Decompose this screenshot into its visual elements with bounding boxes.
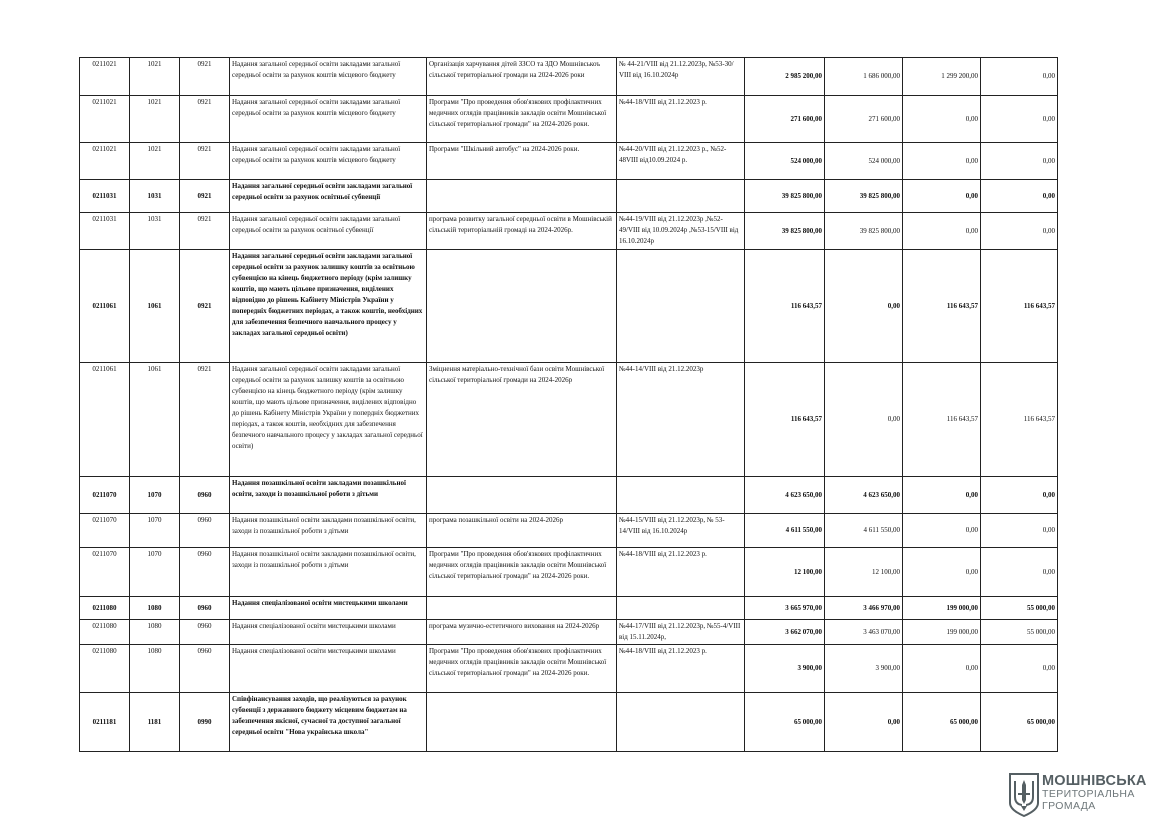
- table-row: [80, 96, 1058, 143]
- kpkvk-code: 0211031: [80, 213, 130, 250]
- special-fund-amount: 116 643,57: [903, 363, 981, 477]
- total-amount: 39 825 800,00: [745, 213, 825, 250]
- development-budget-amount: 0,00: [981, 514, 1058, 548]
- program-name: Надання загальної середньої освіти закладами загальної середньої освіти за рахунок коштів місцевого бюджету: [230, 143, 427, 180]
- table-row: [80, 363, 1058, 477]
- development-budget-amount: 0,00: [981, 96, 1058, 143]
- kpkvk-code: 0211061: [80, 363, 130, 477]
- kpkvk-short-code: 1080: [130, 645, 180, 693]
- kfkvk-code: 0960: [180, 620, 230, 645]
- decision-reference: №44-20/VIII від 21.12.2023 р., №52-48VIII від10.09.2024 р.: [617, 143, 745, 180]
- local-program-name: [427, 477, 617, 514]
- kpkvk-short-code: 1080: [130, 597, 180, 620]
- decision-reference: №44-19/VIII від 21.12.2023р ,№52-49/VIII від 10.09.2024р ,№53-15/VIII від 16.10.2024р: [617, 213, 745, 250]
- total-amount: 116 643,57: [745, 250, 825, 363]
- special-fund-amount: 199 000,00: [903, 597, 981, 620]
- general-fund-amount: 524 000,00: [825, 143, 903, 180]
- local-program-name: Програми "Про проведення обов'язкових профілактичних медичних оглядів працівників закладів освіти Мошнівської сільської територіальної громади" на 2024-2026 роки.: [427, 548, 617, 597]
- special-fund-amount: 199 000,00: [903, 620, 981, 645]
- table-row: [80, 180, 1058, 213]
- total-amount: 2 985 200,00: [745, 58, 825, 96]
- local-program-name: [427, 250, 617, 363]
- development-budget-amount: 55 000,00: [981, 597, 1058, 620]
- development-budget-amount: 116 643,57: [981, 363, 1058, 477]
- logo-text: [1042, 774, 1147, 812]
- program-name: Надання загальної середньої освіти закладами загальної середньої освіти за рахунок коштів місцевого бюджету: [230, 58, 427, 96]
- table-row: [80, 597, 1058, 620]
- kpkvk-short-code: 1061: [130, 363, 180, 477]
- local-program-name: Програми "Шкільний автобус" на 2024-2026 роки.: [427, 143, 617, 180]
- decision-reference: [617, 597, 745, 620]
- decision-reference: [617, 180, 745, 213]
- table-row: [80, 620, 1058, 645]
- kpkvk-short-code: 1061: [130, 250, 180, 363]
- local-program-name: Програми "Про проведення обов'язкових профілактичних медичних оглядів працівників закладів освіти Мошнівської сільської територіальної громади" на 2024-2026 роки.: [427, 645, 617, 693]
- general-fund-amount: 0,00: [825, 693, 903, 752]
- kpkvk-code: 0211031: [80, 180, 130, 213]
- general-fund-amount: 0,00: [825, 250, 903, 363]
- table-row: [80, 250, 1058, 363]
- table-row: [80, 514, 1058, 548]
- decision-reference: [617, 693, 745, 752]
- special-fund-amount: 0,00: [903, 96, 981, 143]
- total-amount: 524 000,00: [745, 143, 825, 180]
- development-budget-amount: 0,00: [981, 58, 1058, 96]
- special-fund-amount: 1 299 200,00: [903, 58, 981, 96]
- kfkvk-code: 0960: [180, 597, 230, 620]
- program-name: Співфінансування заходів, що реалізуються за рахунок субвенції з державного бюджету місцевим бюджетам на забезпечення якісної, сучасної та доступної загальної середньої освіти "Нова українська школа": [230, 693, 427, 752]
- kfkvk-code: 0960: [180, 645, 230, 693]
- special-fund-amount: 0,00: [903, 180, 981, 213]
- development-budget-amount: 0,00: [981, 180, 1058, 213]
- development-budget-amount: 116 643,57: [981, 250, 1058, 363]
- decision-reference: №44-18/VIII від 21.12.2023 р.: [617, 645, 745, 693]
- general-fund-amount: 39 825 800,00: [825, 213, 903, 250]
- total-amount: 3 665 970,00: [745, 597, 825, 620]
- table-row: [80, 477, 1058, 514]
- local-program-name: програма розвитку загальної середньої освіти в Мошнівській сільській територіальній громаді на 2024-2026р.: [427, 213, 617, 250]
- development-budget-amount: 65 000,00: [981, 693, 1058, 752]
- kpkvk-code: 0211061: [80, 250, 130, 363]
- local-program-name: [427, 597, 617, 620]
- general-fund-amount: 3 900,00: [825, 645, 903, 693]
- kpkvk-short-code: 1021: [130, 58, 180, 96]
- kpkvk-code: 0211021: [80, 58, 130, 96]
- program-name: Надання загальної середньої освіти закладами загальної середньої освіти за рахунок освітньої субвенції: [230, 180, 427, 213]
- table-row: [80, 213, 1058, 250]
- program-name: Надання позашкільної освіти закладами позашкільної освіти, заходи із позашкільної роботи з дітьми: [230, 514, 427, 548]
- program-name: Надання загальної середньої освіти закладами загальної середньої освіти за рахунок залишку коштів за освітньою субвенцією на кінець бюджетного періоду (крім залишку коштів, що мають цільове призначення, виділених відповідно до рішень Кабінету Міністрів України у попередніх бюджетних періодах, а також коштів, необхідних для забезпечення безпечного навчального процесу у закладах загальної середньої освіти): [230, 250, 427, 363]
- table-row: [80, 645, 1058, 693]
- program-name: Надання спеціалізованої освіти мистецькими школами: [230, 597, 427, 620]
- table-row: [80, 58, 1058, 96]
- special-fund-amount: 0,00: [903, 548, 981, 597]
- total-amount: 3 662 070,00: [745, 620, 825, 645]
- kpkvk-code: 0211080: [80, 620, 130, 645]
- local-program-name: програма музично-естетичного виховання на 2024-2026р: [427, 620, 617, 645]
- kpkvk-code: 0211181: [80, 693, 130, 752]
- local-program-name: [427, 180, 617, 213]
- decision-reference: [617, 477, 745, 514]
- general-fund-amount: 0,00: [825, 363, 903, 477]
- general-fund-amount: 4 611 550,00: [825, 514, 903, 548]
- kfkvk-code: 0921: [180, 213, 230, 250]
- kpkvk-short-code: 1070: [130, 548, 180, 597]
- trident-emblem-icon: [1009, 773, 1039, 817]
- kpkvk-short-code: 1021: [130, 96, 180, 143]
- special-fund-amount: 0,00: [903, 645, 981, 693]
- general-fund-amount: 271 600,00: [825, 96, 903, 143]
- development-budget-amount: 0,00: [981, 477, 1058, 514]
- program-name: Надання позашкільної освіти закладами позашкільної освіти, заходи із позашкільної роботи з дітьми: [230, 477, 427, 514]
- decision-reference: №44-18/VIII від 21.12.2023 р.: [617, 548, 745, 597]
- kfkvk-code: 0921: [180, 143, 230, 180]
- program-name: Надання спеціалізованої освіти мистецькими школами: [230, 645, 427, 693]
- program-name: Надання загальної середньої освіти закладами загальної середньої освіти за рахунок коштів місцевого бюджету: [230, 96, 427, 143]
- kfkvk-code: 0960: [180, 548, 230, 597]
- kfkvk-code: 0921: [180, 363, 230, 477]
- kfkvk-code: 0921: [180, 96, 230, 143]
- community-logo: [1009, 772, 1149, 818]
- general-fund-amount: 1 686 000,00: [825, 58, 903, 96]
- kpkvk-code: 0211080: [80, 645, 130, 693]
- kpkvk-short-code: 1181: [130, 693, 180, 752]
- special-fund-amount: 65 000,00: [903, 693, 981, 752]
- development-budget-amount: 0,00: [981, 548, 1058, 597]
- total-amount: 116 643,57: [745, 363, 825, 477]
- total-amount: 39 825 800,00: [745, 180, 825, 213]
- decision-reference: №44-17/VIII від 21.12.2023р, №55-4/VIII від 15.11.2024р,: [617, 620, 745, 645]
- total-amount: 4 623 650,00: [745, 477, 825, 514]
- table-body: [80, 58, 1058, 752]
- decision-reference: № 44-21/VIII від 21.12.2023р, №53-30/ VIII від 16.10.2024р: [617, 58, 745, 96]
- special-fund-amount: 116 643,57: [903, 250, 981, 363]
- kpkvk-short-code: 1031: [130, 180, 180, 213]
- special-fund-amount: 0,00: [903, 213, 981, 250]
- total-amount: 271 600,00: [745, 96, 825, 143]
- local-program-name: Зміцнення матеріально-технічної бази освіти Мошнівської сільської територіальної громади на 2024-2026р: [427, 363, 617, 477]
- decision-reference: №44-18/VIII від 21.12.2023 р.: [617, 96, 745, 143]
- kpkvk-short-code: 1070: [130, 514, 180, 548]
- kfkvk-code: 0990: [180, 693, 230, 752]
- local-program-name: [427, 693, 617, 752]
- special-fund-amount: 0,00: [903, 477, 981, 514]
- decision-reference: [617, 250, 745, 363]
- kpkvk-code: 0211021: [80, 96, 130, 143]
- general-fund-amount: 3 463 070,00: [825, 620, 903, 645]
- kfkvk-code: 0960: [180, 477, 230, 514]
- kpkvk-code: 0211080: [80, 597, 130, 620]
- table-row: [80, 143, 1058, 180]
- general-fund-amount: 3 466 970,00: [825, 597, 903, 620]
- general-fund-amount: 39 825 800,00: [825, 180, 903, 213]
- kfkvk-code: 0921: [180, 180, 230, 213]
- kpkvk-code: 0211070: [80, 548, 130, 597]
- logo-name: МОШНІВСЬКА: [1042, 773, 1147, 789]
- total-amount: 3 900,00: [745, 645, 825, 693]
- development-budget-amount: 0,00: [981, 213, 1058, 250]
- local-program-name: Програми "Про проведення обов'язкових профілактичних медичних оглядів працівників закладів освіти Мошнівської сільської територіальної громади" на 2024-2026 роки.: [427, 96, 617, 143]
- kfkvk-code: 0960: [180, 514, 230, 548]
- kpkvk-short-code: 1031: [130, 213, 180, 250]
- general-fund-amount: 4 623 650,00: [825, 477, 903, 514]
- total-amount: 4 611 550,00: [745, 514, 825, 548]
- program-name: Надання позашкільної освіти закладами позашкільної освіти, заходи із позашкільної роботи з дітьми: [230, 548, 427, 597]
- decision-reference: №44-15/VIII від 21.12.2023р, № 53-14/VIII від 16.10.2024р: [617, 514, 745, 548]
- kpkvk-short-code: 1080: [130, 620, 180, 645]
- program-name: Надання загальної середньої освіти закладами загальної середньої освіти за рахунок освітньої субвенції: [230, 213, 427, 250]
- kpkvk-short-code: 1021: [130, 143, 180, 180]
- local-program-name: програма позашкільної освіти на 2024-2026р: [427, 514, 617, 548]
- development-budget-amount: 0,00: [981, 143, 1058, 180]
- development-budget-amount: 55 000,00: [981, 620, 1058, 645]
- special-fund-amount: 0,00: [903, 514, 981, 548]
- kfkvk-code: 0921: [180, 58, 230, 96]
- special-fund-amount: 0,00: [903, 143, 981, 180]
- program-name: Надання загальної середньої освіти закладами загальної середньої освіти за рахунок залишку коштів за освітньою субвенцією на кінець бюджетного періоду (крім залишку коштів, що мають цільове призначення, виділених відповідно до рішень Кабінету Міністрів України у попердніх бюджетних періодах, а також коштів, необхідних для забезпечення безпечного навчального процесу у закладах загальної середньої освіти): [230, 363, 427, 477]
- logo-line-2: ТЕРИТОРІАЛЬНА: [1042, 788, 1135, 800]
- kpkvk-code: 0211021: [80, 143, 130, 180]
- kpkvk-code: 0211070: [80, 477, 130, 514]
- development-budget-amount: 0,00: [981, 645, 1058, 693]
- kpkvk-code: 0211070: [80, 514, 130, 548]
- general-fund-amount: 12 100,00: [825, 548, 903, 597]
- logo-line-3: ГРОМАДА: [1042, 799, 1096, 812]
- decision-reference: №44-14/VIII від 21.12.2023р: [617, 363, 745, 477]
- program-name: Надання спеціалізованої освіти мистецькими школами: [230, 620, 427, 645]
- table-row: [80, 693, 1058, 752]
- kfkvk-code: 0921: [180, 250, 230, 363]
- budget-table: [79, 57, 1058, 752]
- table-row: [80, 548, 1058, 597]
- kpkvk-short-code: 1070: [130, 477, 180, 514]
- total-amount: 12 100,00: [745, 548, 825, 597]
- total-amount: 65 000,00: [745, 693, 825, 752]
- local-program-name: Організація харчування дітей ЗЗСО та ЗДО Мошнівськоъ сільської територіальної громади на 2024-2026 роки: [427, 58, 617, 96]
